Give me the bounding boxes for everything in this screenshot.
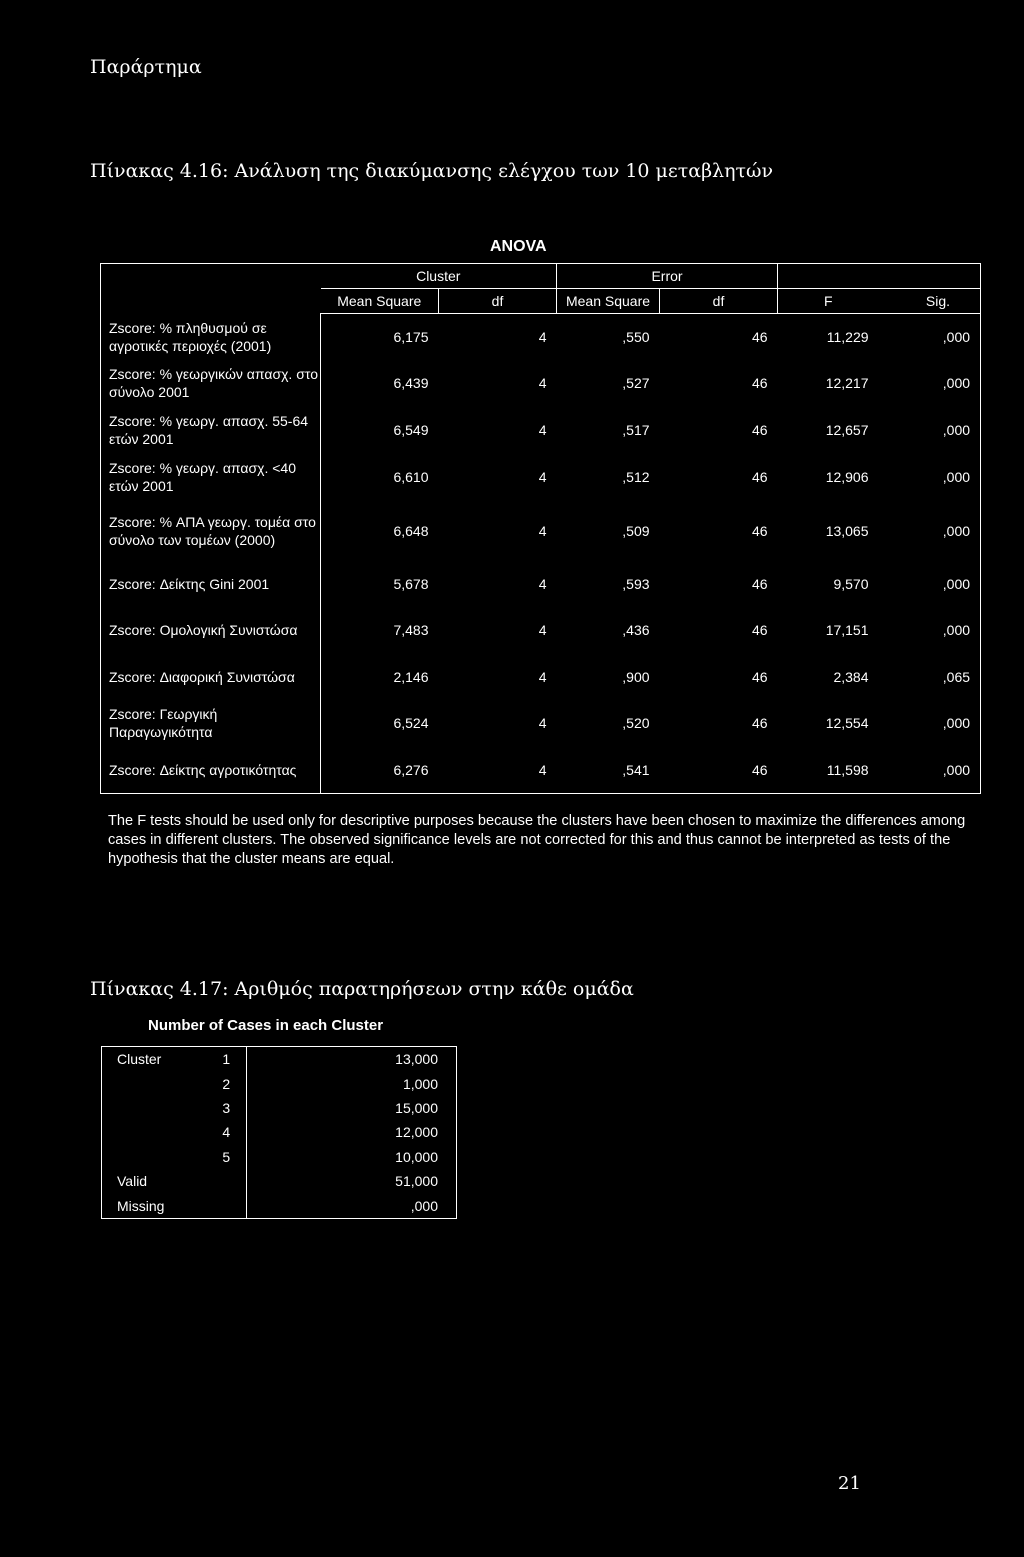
cluster-df-cell: 4	[439, 747, 557, 794]
error-df-cell: 46	[751, 375, 768, 391]
error-df-cell: 46	[751, 468, 768, 485]
cluster-df-cell: 4	[538, 715, 547, 731]
row-label: Zscore: % πληθυσμού σε αγροτικές περιοχές (2001)	[101, 314, 321, 360]
error-mean-square-cell: ,593	[622, 575, 650, 592]
case-category-cell: Missing	[117, 1197, 165, 1214]
cluster-number-cell	[207, 1193, 247, 1218]
table-row	[101, 654, 981, 700]
case-category-cell	[102, 1145, 207, 1169]
error-mean-square-cell: ,541	[557, 747, 660, 794]
f-value-cell: 11,229	[778, 314, 879, 360]
case-count-cell: 51,000	[247, 1169, 457, 1193]
cluster-number-cell: 2	[222, 1075, 231, 1092]
error-mean-square-cell: ,436	[622, 622, 650, 638]
table-row	[101, 407, 981, 453]
case-category-cell	[102, 1071, 207, 1095]
case-category-cell: Valid	[117, 1173, 148, 1190]
row-label: Zscore: Ομολογική Συνιστώσα	[101, 607, 321, 654]
cluster-mean-square-cell: 6,549	[321, 407, 439, 453]
cluster-df-cell: 4	[538, 668, 547, 685]
cluster-df-cell: 4	[538, 468, 547, 485]
cluster-number-cell: 3	[222, 1099, 231, 1116]
table-row	[102, 1169, 457, 1193]
sig-value-cell: ,000	[879, 360, 981, 407]
table-row	[102, 1096, 457, 1120]
error-mean-square-cell: ,520	[622, 715, 650, 731]
sig-value-cell: ,000	[879, 747, 981, 794]
error-mean-square-cell: ,517	[622, 421, 650, 438]
f-value-cell: 12,554	[825, 715, 869, 731]
sig-value-cell: ,000	[879, 407, 981, 453]
error-mean-square-cell: ,509	[622, 522, 650, 539]
case-count-cell: 12,000	[247, 1120, 457, 1144]
cluster-mean-square-cell: 7,483	[321, 607, 439, 654]
table-row	[101, 607, 981, 654]
cluster-mean-square-cell: 2,146	[321, 654, 439, 700]
table-row	[101, 360, 981, 407]
sig-value-cell: ,000	[879, 453, 981, 501]
error-df-cell: 46	[751, 622, 768, 638]
col-header: Mean Square	[557, 289, 660, 314]
row-label: Zscore: Γεωργική Παραγωγικότητα	[101, 700, 321, 747]
table-caption-4-16: Πίνακας 4.16: Ανάλυση της διακύμανσης ελέγχου των 10 μεταβλητών	[90, 160, 774, 182]
anova-footnote: The F tests should be used only for descriptive purposes because the clusters have been chosen to maximize the differences among cases in different clusters. The observed significance levels are not corrected for this and thus cannot be interpreted as tests of the hypothesis that the cluster means are equal.	[108, 813, 966, 867]
cases-table-title: Number of Cases in each Cluster	[148, 1017, 384, 1034]
case-count-cell: 13,000	[247, 1047, 457, 1072]
cluster-df-cell: 4	[439, 314, 557, 360]
sig-value-cell: ,000	[879, 314, 981, 360]
page-number: 21	[838, 1473, 861, 1494]
table-row	[101, 501, 981, 561]
f-value-cell: 12,657	[825, 421, 869, 438]
row-label: Zscore: Δείκτης Gini 2001	[101, 561, 321, 607]
sig-value-cell: ,000	[879, 561, 981, 607]
error-df-cell: 46	[660, 747, 778, 794]
case-category-cell: Cluster	[117, 1051, 162, 1068]
cluster-df-cell: 4	[538, 421, 547, 438]
row-label: Zscore: % γεωργ. απασχ. 55-64 ετών 2001	[101, 407, 321, 453]
sig-value-cell: ,000	[879, 501, 981, 561]
table-row	[101, 700, 981, 747]
table-row	[101, 747, 981, 794]
table-row	[101, 561, 981, 607]
table-row	[102, 1047, 457, 1072]
error-group-header: Error	[557, 264, 778, 289]
cluster-number-cell: 5	[222, 1148, 231, 1165]
table-row	[102, 1071, 457, 1095]
f-value-cell: 11,598	[778, 747, 879, 794]
cluster-mean-square-cell: 6,648	[321, 501, 439, 561]
f-value-cell: 2,384	[833, 668, 869, 685]
row-label: Zscore: % ΑΠΑ γεωργ. τομέα στο σύνολο των τομέων (2000)	[101, 501, 321, 561]
error-df-cell: 46	[751, 715, 768, 731]
error-mean-square-cell: ,900	[622, 668, 650, 685]
error-mean-square-cell: ,512	[622, 468, 650, 485]
cluster-df-cell: 4	[538, 375, 547, 391]
case-count-cell: ,000	[247, 1193, 457, 1218]
col-header: df	[439, 289, 557, 314]
table-row	[101, 314, 981, 360]
col-header: df	[660, 289, 778, 314]
table-row	[102, 1193, 457, 1218]
cluster-number-cell	[207, 1169, 247, 1193]
error-df-cell: 46	[751, 522, 768, 539]
anova-table	[100, 263, 981, 794]
cluster-df-cell: 4	[538, 575, 547, 592]
cluster-mean-square-cell: 6,524	[321, 700, 439, 747]
f-value-cell: 17,151	[825, 622, 869, 638]
row-label: Zscore: Δείκτης αγροτικότητας	[101, 747, 321, 794]
sig-value-cell: ,065	[879, 654, 981, 700]
case-count-cell: 1,000	[247, 1071, 457, 1095]
error-mean-square-cell: ,527	[622, 375, 650, 391]
cluster-group-header: Cluster	[321, 264, 557, 289]
row-label: Zscore: % γεωργικών απασχ. στο σύνολο 2001	[101, 360, 321, 407]
col-header: F	[778, 289, 879, 314]
col-header: Mean Square	[321, 289, 439, 314]
error-df-cell: 46	[751, 421, 768, 438]
error-df-cell: 46	[660, 314, 778, 360]
cluster-number-cell: 1	[222, 1051, 231, 1068]
row-label: Zscore: Διαφορική Συνιστώσα	[101, 654, 321, 700]
error-df-cell: 46	[751, 668, 768, 685]
cluster-mean-square-cell: 6,276	[321, 747, 439, 794]
sig-value-cell: ,000	[879, 700, 981, 747]
cluster-df-cell: 4	[538, 522, 547, 539]
anova-title: ANOVA	[490, 238, 547, 255]
error-mean-square-cell: ,550	[557, 314, 660, 360]
f-value-cell: 12,906	[825, 468, 869, 485]
table-caption-4-17: Πίνακας 4.17: Αριθμός παρατηρήσεων στην κάθε ομάδα	[90, 978, 634, 1000]
cluster-df-cell: 4	[538, 622, 547, 638]
table-row	[102, 1145, 457, 1169]
cluster-mean-square-cell: 6,439	[321, 360, 439, 407]
cluster-mean-square-cell: 5,678	[321, 561, 439, 607]
cluster-mean-square-cell: 6,610	[321, 453, 439, 501]
cluster-number-cell: 4	[222, 1124, 231, 1141]
f-value-cell: 9,570	[833, 575, 869, 592]
page-header: Παράρτημα	[90, 56, 202, 78]
col-header: Sig.	[879, 289, 981, 314]
table-row	[101, 453, 981, 501]
case-count-cell: 15,000	[247, 1096, 457, 1120]
sig-value-cell: ,000	[879, 607, 981, 654]
case-category-cell	[102, 1120, 207, 1144]
f-value-cell: 13,065	[825, 522, 869, 539]
table-row	[102, 1120, 457, 1144]
error-df-cell: 46	[751, 575, 768, 592]
case-category-cell	[102, 1096, 207, 1120]
f-value-cell: 12,217	[825, 375, 869, 391]
row-label: Zscore: % γεωργ. απασχ. <40 ετών 2001	[101, 453, 321, 501]
cases-table	[101, 1046, 457, 1219]
cluster-mean-square-cell: 6,175	[321, 314, 439, 360]
case-count-cell: 10,000	[247, 1145, 457, 1169]
